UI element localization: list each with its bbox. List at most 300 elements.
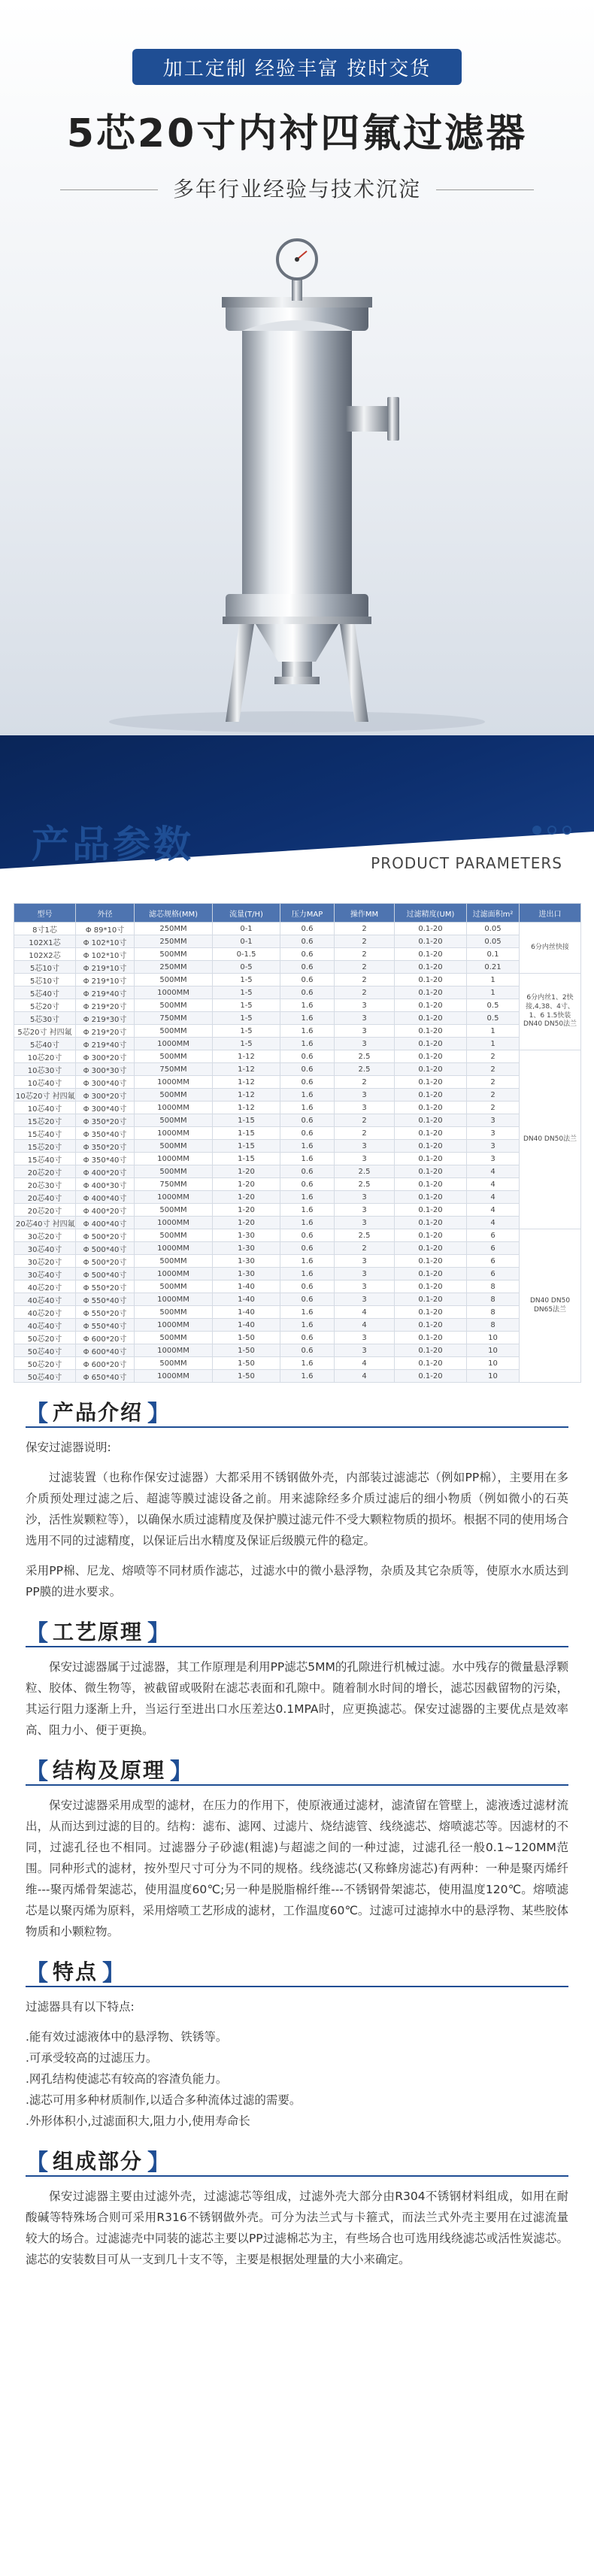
list-item: .网孔结构使滤芯有较高的容渣负能力。 bbox=[26, 2072, 228, 2086]
table-cell: 0.1-20 bbox=[395, 1076, 467, 1089]
table-cell: 0.1-20 bbox=[395, 1357, 467, 1370]
table-cell: 4 bbox=[335, 1319, 395, 1332]
table-cell: 1.6 bbox=[280, 1140, 335, 1153]
table-cell: 15芯40寸 bbox=[14, 1153, 76, 1165]
table-cell: 50芯40寸 bbox=[14, 1344, 76, 1357]
table-cell: Φ 400*30寸 bbox=[76, 1178, 135, 1191]
table-cell: 500MM bbox=[135, 1280, 213, 1293]
table-row bbox=[14, 1204, 581, 1217]
table-cell: Φ 350*40寸 bbox=[76, 1127, 135, 1140]
dot-1 bbox=[532, 826, 541, 835]
table-cell: Φ 350*20寸 bbox=[76, 1114, 135, 1127]
table-cell: 0.1-20 bbox=[395, 1025, 467, 1038]
table-row bbox=[14, 948, 581, 961]
table-row bbox=[14, 1089, 581, 1102]
table-cell: 40芯20寸 bbox=[14, 1306, 76, 1319]
table-cell: 1.6 bbox=[280, 1102, 335, 1114]
table-cell: 0.1-20 bbox=[395, 1319, 467, 1332]
table-cell: 8 bbox=[467, 1280, 520, 1293]
table-cell: 0.21 bbox=[467, 961, 520, 974]
table-cell: 1000MM bbox=[135, 1319, 213, 1332]
table-cell: 0.1-20 bbox=[395, 1217, 467, 1229]
table-cell: 500MM bbox=[135, 974, 213, 986]
table-cell: 1.6 bbox=[280, 1306, 335, 1319]
table-cell: 1-15 bbox=[213, 1153, 280, 1165]
list-item: .外形体积小,过滤面积大,阻力小,使用寿命长 bbox=[26, 2114, 250, 2128]
params-title: 产品参数 bbox=[32, 823, 194, 866]
table-cell: 4 bbox=[467, 1178, 520, 1191]
table-cell: 2.5 bbox=[335, 1165, 395, 1178]
dot-2 bbox=[547, 826, 556, 835]
table-cell: 1-12 bbox=[213, 1089, 280, 1102]
table-cell: 2 bbox=[335, 948, 395, 961]
table-row bbox=[14, 1012, 581, 1025]
table-cell: 3 bbox=[335, 1102, 395, 1114]
table-cell: 30芯40寸 bbox=[14, 1242, 76, 1255]
table-cell: Φ 550*40寸 bbox=[76, 1293, 135, 1306]
table-cell: 1000MM bbox=[135, 1191, 213, 1204]
table-cell: Φ 550*20寸 bbox=[76, 1306, 135, 1319]
table-cell: 5芯20寸 衬四氟 bbox=[14, 1025, 76, 1038]
table-row bbox=[14, 1280, 581, 1293]
table-cell: 1-12 bbox=[213, 1102, 280, 1114]
table-cell: Φ 500*40寸 bbox=[76, 1268, 135, 1280]
table-cell: 0.6 bbox=[280, 1229, 335, 1242]
table-cell: 0.6 bbox=[280, 1280, 335, 1293]
table-row bbox=[14, 1370, 581, 1383]
table-row bbox=[14, 1293, 581, 1306]
table-cell: 2 bbox=[467, 1102, 520, 1114]
table-cell: 1.6 bbox=[280, 1191, 335, 1204]
table-cell: 2.5 bbox=[335, 1178, 395, 1191]
table-row bbox=[14, 961, 581, 974]
table-cell: 750MM bbox=[135, 1063, 213, 1076]
table-cell: 500MM bbox=[135, 1306, 213, 1319]
table-cell: 0.6 bbox=[280, 1165, 335, 1178]
port-cell: DN40 DN50法兰 bbox=[520, 1050, 581, 1229]
table-cell: Φ 89*10寸 bbox=[76, 923, 135, 935]
table-cell: 1-5 bbox=[213, 974, 280, 986]
table-cell: Φ 650*40寸 bbox=[76, 1370, 135, 1383]
table-cell: 10 bbox=[467, 1357, 520, 1370]
table-cell: 4 bbox=[467, 1217, 520, 1229]
table-cell: 5芯40寸 bbox=[14, 986, 76, 999]
params-subtitle-en: PRODUCT PARAMETERS bbox=[371, 854, 562, 872]
table-cell: 3 bbox=[335, 1255, 395, 1268]
table-cell: 1-20 bbox=[213, 1217, 280, 1229]
table-cell: 3 bbox=[335, 1025, 395, 1038]
table-cell: 0.6 bbox=[280, 1178, 335, 1191]
table-cell: Φ 600*20寸 bbox=[76, 1332, 135, 1344]
table-cell: 1.6 bbox=[280, 1038, 335, 1050]
table-cell: 0.6 bbox=[280, 948, 335, 961]
dot-3 bbox=[562, 826, 571, 835]
table-cell: 1.6 bbox=[280, 1217, 335, 1229]
table-cell: 20芯40寸 bbox=[14, 1191, 76, 1204]
hero-banner: 加工定制 经验丰富 按时交货 bbox=[132, 49, 462, 85]
table-cell: 10 bbox=[467, 1370, 520, 1383]
table-cell: 0.6 bbox=[280, 1242, 335, 1255]
table-cell: 1000MM bbox=[135, 1127, 213, 1140]
table-cell: 50芯20寸 bbox=[14, 1332, 76, 1344]
table-cell: 500MM bbox=[135, 1050, 213, 1063]
table-cell: 0.6 bbox=[280, 1344, 335, 1357]
table-cell: 3 bbox=[335, 1038, 395, 1050]
port-cell: DN40 DN50 DN65法兰 bbox=[520, 1229, 581, 1383]
composition-heading: 【 组成部分 】 bbox=[26, 2145, 568, 2177]
table-cell: 102X1芯 bbox=[14, 935, 76, 948]
table-cell: 0.1-20 bbox=[395, 1204, 467, 1217]
table-cell: 2 bbox=[467, 1050, 520, 1063]
table-cell: 6 bbox=[467, 1242, 520, 1255]
table-cell: 2 bbox=[335, 923, 395, 935]
table-cell: 4 bbox=[335, 1370, 395, 1383]
table-cell: 1 bbox=[467, 974, 520, 986]
table-cell: 0.05 bbox=[467, 935, 520, 948]
port-cell: 6分内丝快接 bbox=[520, 923, 581, 974]
table-row bbox=[14, 935, 581, 948]
table-cell: 10 bbox=[467, 1344, 520, 1357]
table-row bbox=[14, 1025, 581, 1038]
table-cell: 0.6 bbox=[280, 1114, 335, 1127]
table-cell: 40芯40寸 bbox=[14, 1293, 76, 1306]
table-cell: 500MM bbox=[135, 999, 213, 1012]
table-cell: 4 bbox=[467, 1165, 520, 1178]
table-cell: 1-20 bbox=[213, 1204, 280, 1217]
table-cell: Φ 219*10寸 bbox=[76, 974, 135, 986]
table-cell: 0.1-20 bbox=[395, 1165, 467, 1178]
table-cell: 15芯20寸 bbox=[14, 1140, 76, 1153]
features-heading: 【 特点 】 bbox=[26, 1956, 568, 1987]
table-cell: 750MM bbox=[135, 1012, 213, 1025]
table-cell: 1-40 bbox=[213, 1306, 280, 1319]
table-cell: 1-40 bbox=[213, 1280, 280, 1293]
table-cell: 0.6 bbox=[280, 1332, 335, 1344]
table-cell: 0.1-20 bbox=[395, 1153, 467, 1165]
table-cell: 1000MM bbox=[135, 1344, 213, 1357]
table-cell: 3 bbox=[335, 1280, 395, 1293]
table-cell: 1-12 bbox=[213, 1050, 280, 1063]
table-cell: 20芯40寸 衬四氟 bbox=[14, 1217, 76, 1229]
table-cell: 1-5 bbox=[213, 986, 280, 999]
table-cell: 1-30 bbox=[213, 1229, 280, 1242]
table-row bbox=[14, 1357, 581, 1370]
table-cell: 500MM bbox=[135, 948, 213, 961]
table-cell: 0.1-20 bbox=[395, 1178, 467, 1191]
table-cell: 6 bbox=[467, 1255, 520, 1268]
table-cell: 3 bbox=[335, 1344, 395, 1357]
table-cell: 0.1-20 bbox=[395, 1089, 467, 1102]
table-cell: 1-5 bbox=[213, 1038, 280, 1050]
table-cell: 1-5 bbox=[213, 1012, 280, 1025]
table-row bbox=[14, 1319, 581, 1332]
hero-title: 5芯20寸内衬四氟过滤器 bbox=[66, 111, 528, 156]
table-cell: 1-12 bbox=[213, 1076, 280, 1089]
table-cell: 2 bbox=[467, 1076, 520, 1089]
table-cell: 0.6 bbox=[280, 923, 335, 935]
table-cell: 0.1-20 bbox=[395, 1140, 467, 1153]
table-cell: 500MM bbox=[135, 1357, 213, 1370]
table-cell: 1000MM bbox=[135, 1102, 213, 1114]
table-cell: 0.1-20 bbox=[395, 999, 467, 1012]
table-cell: 0.1-20 bbox=[395, 1370, 467, 1383]
table-cell: 1000MM bbox=[135, 986, 213, 999]
table-cell: 0.1-20 bbox=[395, 1332, 467, 1344]
table-cell: 0-1.5 bbox=[213, 948, 280, 961]
hero-subtitle: 多年行业经验与技术沉淀 bbox=[172, 177, 421, 202]
table-cell: 5芯40寸 bbox=[14, 1038, 76, 1050]
table-row bbox=[14, 1344, 581, 1357]
table-cell: 4 bbox=[335, 1357, 395, 1370]
table-cell: 1.6 bbox=[280, 1268, 335, 1280]
table-cell: Φ 400*20寸 bbox=[76, 1165, 135, 1178]
table-cell: 2 bbox=[335, 1242, 395, 1255]
table-cell: 8 bbox=[467, 1319, 520, 1332]
table-cell: 5芯30寸 bbox=[14, 1012, 76, 1025]
table-cell: 250MM bbox=[135, 923, 213, 935]
table-cell: Φ 219*20寸 bbox=[76, 1025, 135, 1038]
table-cell: 0-5 bbox=[213, 961, 280, 974]
table-cell: 5芯10寸 bbox=[14, 974, 76, 986]
filter-housing-image bbox=[0, 0, 594, 735]
port-cell: 6分内丝1、2快接,4,38、4寸、1、6 1.5快装 DN40 DN50法兰 bbox=[520, 974, 581, 1050]
table-cell: 1000MM bbox=[135, 1076, 213, 1089]
table-cell: 4 bbox=[335, 1306, 395, 1319]
table-cell: 10芯40寸 bbox=[14, 1076, 76, 1089]
table-cell: 1.6 bbox=[280, 1153, 335, 1165]
list-item: .滤芯可用多种材质制作,以适合多种流体过滤的需要。 bbox=[26, 2093, 302, 2107]
table-cell: Φ 219*30寸 bbox=[76, 1012, 135, 1025]
table-cell: 1-50 bbox=[213, 1344, 280, 1357]
table-cell: 0.1-20 bbox=[395, 1191, 467, 1204]
intro-p2: 采用PP棉、尼龙、熔喷等不同材质作滤芯，过滤水中的微小悬浮物，杂质及其它杂质等，使原水水质达到PP膜的进水要求。 bbox=[26, 1564, 568, 1599]
table-cell: 1 bbox=[467, 1025, 520, 1038]
table-cell: 2 bbox=[335, 935, 395, 948]
table-row bbox=[14, 1114, 581, 1127]
table-cell: 2 bbox=[467, 1089, 520, 1102]
table-row bbox=[14, 986, 581, 999]
table-cell: 15芯20寸 bbox=[14, 1114, 76, 1127]
table-cell: 0.1-20 bbox=[395, 1268, 467, 1280]
table-cell: 1000MM bbox=[135, 1370, 213, 1383]
table-row bbox=[14, 1076, 581, 1089]
table-cell: 500MM bbox=[135, 1255, 213, 1268]
table-cell: 0.1-20 bbox=[395, 1229, 467, 1242]
table-row bbox=[14, 1102, 581, 1114]
table-cell: 1-30 bbox=[213, 1255, 280, 1268]
table-cell: 3 bbox=[335, 1268, 395, 1280]
table-cell: 3 bbox=[335, 1089, 395, 1102]
table-cell: 1 bbox=[467, 986, 520, 999]
list-item: .可承受较高的过滤压力。 bbox=[26, 2051, 158, 2065]
table-cell: Φ 219*20寸 bbox=[76, 999, 135, 1012]
table-header-cell: 过滤面积m² bbox=[467, 904, 520, 923]
table-cell: 3 bbox=[335, 999, 395, 1012]
table-cell: 1-40 bbox=[213, 1319, 280, 1332]
table-cell: 1.6 bbox=[280, 999, 335, 1012]
table-cell: 10芯40寸 bbox=[14, 1102, 76, 1114]
table-row bbox=[14, 1255, 581, 1268]
table-cell: 4 bbox=[467, 1191, 520, 1204]
composition-p1: 保安过滤器主要由过滤外壳，过滤滤芯等组成，过滤外壳大部分由R304不锈钢材料组成，如用在耐酸碱等特殊场合则可采用R316不锈钢做外壳。可分为法兰式与卡箍式，而法兰式外壳主要用在过滤流量较大的场合。过滤滤壳中同装的滤芯主要以PP过滤棉芯为主，有些场合也可选用线绕滤芯或活性炭滤芯。滤芯的安装数目可从一支到几十支不等，主要是根据处理量的大小来确定。 bbox=[26, 2190, 568, 2266]
hero-section bbox=[0, 0, 594, 735]
spec-table-wrapper bbox=[0, 899, 594, 1383]
spec-table-header bbox=[14, 904, 581, 923]
table-cell: Φ 219*40寸 bbox=[76, 1038, 135, 1050]
table-row bbox=[14, 1050, 581, 1063]
table-cell: 40芯20寸 bbox=[14, 1280, 76, 1293]
table-header-cell: 操作MM bbox=[335, 904, 395, 923]
table-row bbox=[14, 1063, 581, 1076]
table-cell: 2 bbox=[335, 961, 395, 974]
table-cell: 1-20 bbox=[213, 1191, 280, 1204]
table-cell: 500MM bbox=[135, 1229, 213, 1242]
table-cell: 3 bbox=[335, 1140, 395, 1153]
table-cell: Φ 102*10寸 bbox=[76, 948, 135, 961]
table-cell: 1-15 bbox=[213, 1140, 280, 1153]
table-cell: 6 bbox=[467, 1229, 520, 1242]
table-cell: 1000MM bbox=[135, 1242, 213, 1255]
table-row bbox=[14, 1165, 581, 1178]
structure-p1: 保安过滤器采用成型的滤材，在压力的作用下，使原液通过滤材，滤渣留在管壁上，滤液透过滤材流出，从而达到过滤的目的。结构：滤布、滤网、过滤片、烧结滤管、线绕滤芯、熔喷滤芯等。因滤材的不同，过滤孔径也不相同。过滤器分子砂滤(粗滤)与超滤之间的一种过滤，过滤孔径一般0.1~120MM范围。同种形式的滤材，按外型尺寸可分为不同的规格。线绕滤芯(又称蜂房滤芯)有两种：一种是聚丙烯纤维---聚丙烯骨架滤芯，使用温度60℃;另一种是脱脂棉纤维---不锈钢骨架滤芯，使用温度120℃。熔喷滤芯是以聚丙烯为原料，采用熔喷工艺形成的滤材，工作温度60℃。过滤可过滤掉水中的悬浮物、某些胶体物质和小颗粒物。 bbox=[26, 1799, 568, 1938]
table-cell: 1.6 bbox=[280, 1089, 335, 1102]
table-cell: 2 bbox=[335, 1076, 395, 1089]
table-row bbox=[14, 1153, 581, 1165]
table-cell: 10芯20寸 衬四氟 bbox=[14, 1089, 76, 1102]
table-cell: Φ 550*40寸 bbox=[76, 1319, 135, 1332]
table-cell: 1-5 bbox=[213, 1025, 280, 1038]
table-cell: Φ 400*20寸 bbox=[76, 1204, 135, 1217]
table-header-cell: 外径 bbox=[76, 904, 135, 923]
table-cell: 4 bbox=[467, 1204, 520, 1217]
table-cell: 8 bbox=[467, 1293, 520, 1306]
table-cell: 0.1-20 bbox=[395, 1293, 467, 1306]
table-cell: 0.1-20 bbox=[395, 1050, 467, 1063]
table-cell: 20芯20寸 bbox=[14, 1165, 76, 1178]
table-cell: 0.6 bbox=[280, 1076, 335, 1089]
table-header-cell: 型号 bbox=[14, 904, 76, 923]
table-cell: 500MM bbox=[135, 1089, 213, 1102]
table-row bbox=[14, 1306, 581, 1319]
table-cell: Φ 350*20寸 bbox=[76, 1140, 135, 1153]
intro-heading: 【 产品介绍 】 bbox=[26, 1396, 568, 1428]
table-cell: 10芯30寸 bbox=[14, 1063, 76, 1076]
table-cell: 50芯40寸 bbox=[14, 1370, 76, 1383]
table-cell: 0.1-20 bbox=[395, 923, 467, 935]
table-cell: 0.6 bbox=[280, 1063, 335, 1076]
table-cell: 3 bbox=[335, 1217, 395, 1229]
table-cell: 500MM bbox=[135, 1332, 213, 1344]
table-cell: 1000MM bbox=[135, 1038, 213, 1050]
table-cell: 0.5 bbox=[467, 999, 520, 1012]
table-cell: 500MM bbox=[135, 1114, 213, 1127]
table-cell: Φ 500*40寸 bbox=[76, 1242, 135, 1255]
table-cell: 15芯40寸 bbox=[14, 1127, 76, 1140]
table-cell: 1.6 bbox=[280, 1012, 335, 1025]
spec-table bbox=[14, 903, 581, 1383]
table-cell: 3 bbox=[335, 1332, 395, 1344]
table-cell: 30芯20寸 bbox=[14, 1255, 76, 1268]
table-cell: 2 bbox=[335, 986, 395, 999]
table-header-cell: 过滤精度(UM) bbox=[395, 904, 467, 923]
table-row bbox=[14, 923, 581, 935]
table-cell: 0.1-20 bbox=[395, 1063, 467, 1076]
table-cell: 1-30 bbox=[213, 1242, 280, 1255]
table-cell: 1-50 bbox=[213, 1357, 280, 1370]
table-cell: 0.6 bbox=[280, 1127, 335, 1140]
table-cell: 0.6 bbox=[280, 974, 335, 986]
table-header-cell: 滤芯规格(MM) bbox=[135, 904, 213, 923]
intro-lead: 保安过滤器说明: bbox=[26, 1441, 111, 1454]
table-cell: 0.1-20 bbox=[395, 961, 467, 974]
table-cell: 0.6 bbox=[280, 935, 335, 948]
table-cell: 1000MM bbox=[135, 1153, 213, 1165]
table-cell: Φ 350*40寸 bbox=[76, 1153, 135, 1165]
table-cell: 0.6 bbox=[280, 1293, 335, 1306]
table-row bbox=[14, 1178, 581, 1191]
table-row bbox=[14, 1268, 581, 1280]
table-cell: 0.1-20 bbox=[395, 948, 467, 961]
table-cell: 2 bbox=[335, 1114, 395, 1127]
table-cell: Φ 600*40寸 bbox=[76, 1344, 135, 1357]
table-cell: 1-50 bbox=[213, 1332, 280, 1344]
table-cell: Φ 600*20寸 bbox=[76, 1357, 135, 1370]
table-cell: 500MM bbox=[135, 1204, 213, 1217]
table-row bbox=[14, 1038, 581, 1050]
table-cell: 500MM bbox=[135, 1025, 213, 1038]
table-cell: 5芯10寸 bbox=[14, 961, 76, 974]
table-cell: Φ 102*10寸 bbox=[76, 935, 135, 948]
table-cell: Φ 219*40寸 bbox=[76, 986, 135, 999]
table-cell: 2 bbox=[467, 1063, 520, 1076]
table-row bbox=[14, 1229, 581, 1242]
table-cell: Φ 550*20寸 bbox=[76, 1280, 135, 1293]
table-cell: 3 bbox=[467, 1114, 520, 1127]
table-cell: 6 bbox=[467, 1268, 520, 1280]
table-cell: 3 bbox=[335, 1153, 395, 1165]
table-cell: 0.6 bbox=[280, 1050, 335, 1063]
table-cell: 0.6 bbox=[280, 961, 335, 974]
params-header bbox=[0, 735, 594, 899]
table-cell: 500MM bbox=[135, 1165, 213, 1178]
table-cell: 0-1 bbox=[213, 923, 280, 935]
table-cell: 0.1-20 bbox=[395, 974, 467, 986]
table-cell: 1.6 bbox=[280, 1357, 335, 1370]
table-cell: 0.1-20 bbox=[395, 1306, 467, 1319]
table-cell: Φ 300*30寸 bbox=[76, 1063, 135, 1076]
table-cell: 500MM bbox=[135, 1140, 213, 1153]
features-list bbox=[26, 2026, 568, 2132]
craft-heading: 【 工艺原理 】 bbox=[26, 1616, 568, 1647]
table-cell: 1-40 bbox=[213, 1293, 280, 1306]
table-cell: 2 bbox=[335, 1127, 395, 1140]
table-row bbox=[14, 1127, 581, 1140]
table-cell: 0.1-20 bbox=[395, 935, 467, 948]
table-cell: 0.1-20 bbox=[395, 1127, 467, 1140]
table-cell: 1-15 bbox=[213, 1127, 280, 1140]
table-header-cell: 流量(T/H) bbox=[213, 904, 280, 923]
table-cell: 10芯20寸 bbox=[14, 1050, 76, 1063]
table-cell: 8 bbox=[467, 1306, 520, 1319]
table-cell: 3 bbox=[467, 1153, 520, 1165]
table-cell: Φ 400*40寸 bbox=[76, 1217, 135, 1229]
table-cell: 0.1-20 bbox=[395, 1344, 467, 1357]
table-cell: 1-15 bbox=[213, 1114, 280, 1127]
table-cell: 1-20 bbox=[213, 1178, 280, 1191]
table-cell: 0.1-20 bbox=[395, 1280, 467, 1293]
table-cell: 750MM bbox=[135, 1178, 213, 1191]
table-cell: 2 bbox=[335, 974, 395, 986]
